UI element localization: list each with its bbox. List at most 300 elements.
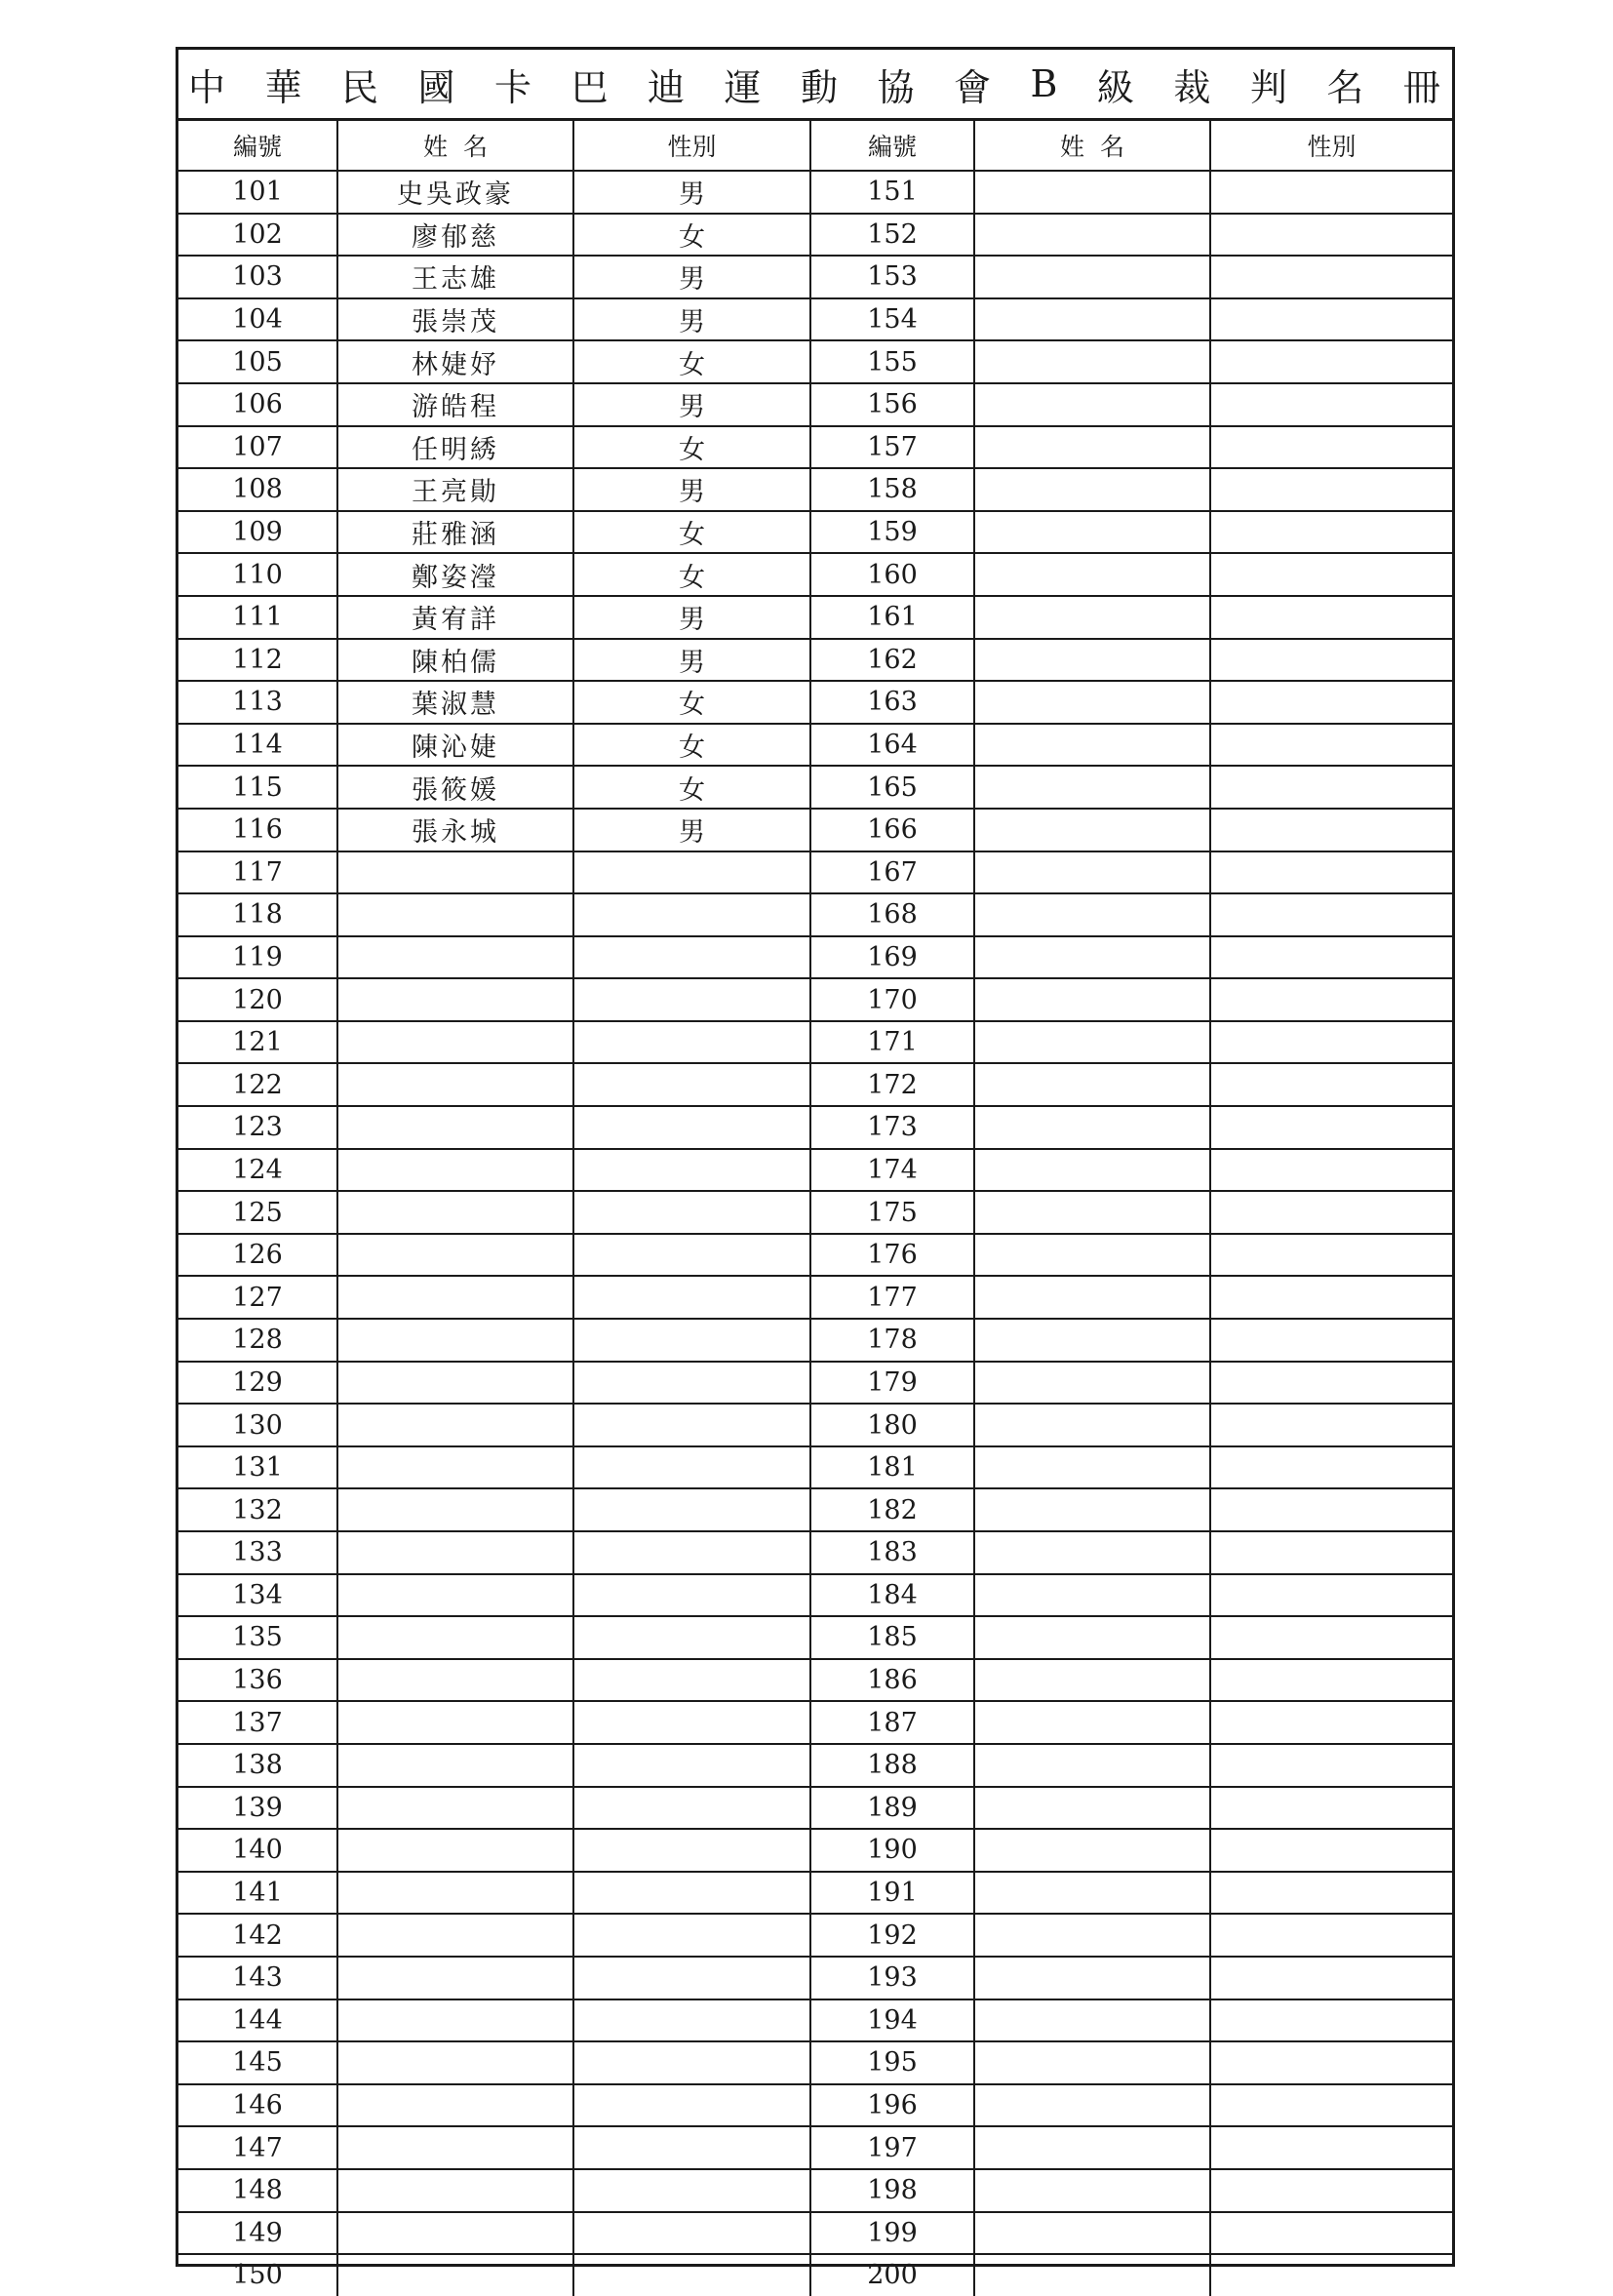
id-cell: 165 bbox=[810, 766, 974, 809]
title-char: 國 bbox=[417, 65, 455, 109]
name-cell bbox=[974, 553, 1210, 596]
name-cell bbox=[974, 2254, 1210, 2296]
id-cell: 189 bbox=[810, 1787, 974, 1830]
table-row bbox=[178, 171, 1452, 214]
id-cell: 154 bbox=[810, 298, 974, 341]
gender-cell bbox=[573, 1616, 810, 1659]
id-cell: 177 bbox=[810, 1276, 974, 1319]
table-row bbox=[178, 681, 1452, 724]
name-cell bbox=[337, 2212, 573, 2255]
name-cell: 張筱媛 bbox=[337, 766, 573, 809]
gender-cell: 男 bbox=[573, 298, 810, 341]
name-cell bbox=[974, 1191, 1210, 1234]
gender-cell bbox=[1210, 809, 1452, 851]
name-cell bbox=[974, 809, 1210, 851]
table-row bbox=[178, 2254, 1452, 2296]
title-char: 民 bbox=[341, 65, 379, 109]
name-cell bbox=[337, 2169, 573, 2212]
id-cell: 142 bbox=[178, 1914, 337, 1957]
id-cell: 181 bbox=[810, 1446, 974, 1489]
table-row bbox=[178, 256, 1452, 298]
table-row bbox=[178, 426, 1452, 469]
table-row bbox=[178, 214, 1452, 257]
name-cell bbox=[974, 1999, 1210, 2042]
name-cell bbox=[337, 1276, 573, 1319]
name-cell: 史吳政豪 bbox=[337, 171, 573, 214]
id-cell: 108 bbox=[178, 468, 337, 511]
name-cell bbox=[974, 639, 1210, 682]
name-cell bbox=[337, 1787, 573, 1830]
name-cell bbox=[337, 978, 573, 1021]
gender-cell bbox=[1210, 851, 1452, 894]
gender-cell bbox=[573, 893, 810, 936]
gender-cell bbox=[1210, 256, 1452, 298]
gender-cell bbox=[1210, 2126, 1452, 2169]
id-cell: 200 bbox=[810, 2254, 974, 2296]
table-row bbox=[178, 1234, 1452, 1277]
name-cell bbox=[974, 1829, 1210, 1872]
id-cell: 176 bbox=[810, 1234, 974, 1277]
gender-cell bbox=[1210, 383, 1452, 426]
table-row bbox=[178, 1616, 1452, 1659]
name-cell bbox=[337, 1362, 573, 1405]
id-cell: 187 bbox=[810, 1701, 974, 1744]
gender-cell bbox=[1210, 1362, 1452, 1405]
table-row bbox=[178, 1106, 1452, 1149]
gender-cell bbox=[1210, 1191, 1452, 1234]
id-cell: 128 bbox=[178, 1319, 337, 1362]
id-cell: 115 bbox=[178, 766, 337, 809]
name-cell bbox=[974, 1276, 1210, 1319]
id-cell: 167 bbox=[810, 851, 974, 894]
gender-cell bbox=[1210, 1744, 1452, 1787]
table-row bbox=[178, 2041, 1452, 2084]
gender-cell bbox=[1210, 978, 1452, 1021]
table-row bbox=[178, 936, 1452, 979]
id-cell: 119 bbox=[178, 936, 337, 979]
id-cell: 168 bbox=[810, 893, 974, 936]
name-cell bbox=[337, 1872, 573, 1915]
header-gender-left: 性別 bbox=[573, 121, 810, 171]
id-cell: 182 bbox=[810, 1488, 974, 1531]
name-cell: 張永城 bbox=[337, 809, 573, 851]
id-cell: 155 bbox=[810, 340, 974, 383]
name-cell bbox=[974, 681, 1210, 724]
name-cell bbox=[974, 1701, 1210, 1744]
gender-cell bbox=[573, 1404, 810, 1446]
id-cell: 141 bbox=[178, 1872, 337, 1915]
id-cell: 152 bbox=[810, 214, 974, 257]
header-id-right: 編號 bbox=[810, 121, 974, 171]
id-cell: 121 bbox=[178, 1021, 337, 1064]
table-row bbox=[178, 468, 1452, 511]
title-char: B bbox=[1030, 62, 1058, 105]
name-cell bbox=[974, 2041, 1210, 2084]
name-cell bbox=[974, 2212, 1210, 2255]
id-cell: 160 bbox=[810, 553, 974, 596]
name-cell bbox=[337, 1531, 573, 1574]
name-cell bbox=[337, 1106, 573, 1149]
gender-cell bbox=[573, 1276, 810, 1319]
id-cell: 175 bbox=[810, 1191, 974, 1234]
gender-cell: 女 bbox=[573, 340, 810, 383]
name-cell bbox=[337, 1488, 573, 1531]
title-char: 動 bbox=[801, 65, 839, 109]
name-cell bbox=[974, 2169, 1210, 2212]
name-cell bbox=[337, 2041, 573, 2084]
name-cell bbox=[337, 1021, 573, 1064]
name-cell bbox=[974, 1234, 1210, 1277]
id-cell: 150 bbox=[178, 2254, 337, 2296]
gender-cell bbox=[1210, 553, 1452, 596]
id-cell: 103 bbox=[178, 256, 337, 298]
gender-cell bbox=[1210, 1276, 1452, 1319]
name-cell bbox=[337, 1574, 573, 1617]
gender-cell bbox=[573, 2084, 810, 2127]
id-cell: 112 bbox=[178, 639, 337, 682]
name-cell bbox=[337, 1914, 573, 1957]
id-cell: 146 bbox=[178, 2084, 337, 2127]
table-row bbox=[178, 1659, 1452, 1702]
name-cell bbox=[337, 1404, 573, 1446]
name-cell: 林婕妤 bbox=[337, 340, 573, 383]
id-cell: 140 bbox=[178, 1829, 337, 1872]
id-cell: 105 bbox=[178, 340, 337, 383]
name-cell bbox=[337, 1234, 573, 1277]
gender-cell bbox=[573, 1106, 810, 1149]
name-cell: 黃宥詳 bbox=[337, 596, 573, 639]
table-row bbox=[178, 340, 1452, 383]
id-cell: 138 bbox=[178, 1744, 337, 1787]
id-cell: 101 bbox=[178, 171, 337, 214]
gender-cell bbox=[1210, 639, 1452, 682]
name-cell bbox=[974, 1957, 1210, 1999]
gender-cell bbox=[573, 978, 810, 1021]
id-cell: 174 bbox=[810, 1149, 974, 1192]
gender-cell bbox=[1210, 2084, 1452, 2127]
id-cell: 109 bbox=[178, 511, 337, 554]
table-row bbox=[178, 809, 1452, 851]
name-cell: 陳柏儒 bbox=[337, 639, 573, 682]
name-cell bbox=[974, 256, 1210, 298]
gender-cell bbox=[1210, 340, 1452, 383]
name-cell bbox=[974, 1446, 1210, 1489]
gender-cell bbox=[1210, 468, 1452, 511]
table-row bbox=[178, 2169, 1452, 2212]
table-row bbox=[178, 724, 1452, 767]
id-cell: 117 bbox=[178, 851, 337, 894]
id-cell: 191 bbox=[810, 1872, 974, 1915]
table-row bbox=[178, 766, 1452, 809]
id-cell: 135 bbox=[178, 1616, 337, 1659]
id-cell: 107 bbox=[178, 426, 337, 469]
id-cell: 171 bbox=[810, 1021, 974, 1064]
table-row bbox=[178, 553, 1452, 596]
name-cell bbox=[974, 2126, 1210, 2169]
name-cell bbox=[974, 724, 1210, 767]
id-cell: 123 bbox=[178, 1106, 337, 1149]
name-cell bbox=[337, 2126, 573, 2169]
title-char: 迪 bbox=[648, 65, 686, 109]
gender-cell bbox=[573, 2212, 810, 2255]
id-cell: 137 bbox=[178, 1701, 337, 1744]
table-row bbox=[178, 1701, 1452, 1744]
name-cell bbox=[974, 2084, 1210, 2127]
gender-cell bbox=[573, 2254, 810, 2296]
gender-cell bbox=[1210, 1063, 1452, 1106]
gender-cell: 男 bbox=[573, 596, 810, 639]
gender-cell bbox=[1210, 1914, 1452, 1957]
gender-cell bbox=[1210, 1829, 1452, 1872]
name-cell bbox=[974, 1872, 1210, 1915]
id-cell: 125 bbox=[178, 1191, 337, 1234]
id-cell: 113 bbox=[178, 681, 337, 724]
table-row bbox=[178, 1999, 1452, 2042]
gender-cell bbox=[1210, 1234, 1452, 1277]
gender-cell bbox=[573, 1319, 810, 1362]
referee-roster-sheet bbox=[176, 47, 1455, 2291]
table-row bbox=[178, 1829, 1452, 1872]
name-cell bbox=[974, 1149, 1210, 1192]
gender-cell bbox=[573, 1446, 810, 1489]
name-cell: 莊雅涵 bbox=[337, 511, 573, 554]
id-cell: 153 bbox=[810, 256, 974, 298]
table-row bbox=[178, 2126, 1452, 2169]
name-cell bbox=[974, 171, 1210, 214]
gender-cell bbox=[573, 1149, 810, 1192]
name-cell: 王志雄 bbox=[337, 256, 573, 298]
gender-cell bbox=[573, 1362, 810, 1405]
id-cell: 114 bbox=[178, 724, 337, 767]
table-row bbox=[178, 1446, 1452, 1489]
name-cell bbox=[974, 1616, 1210, 1659]
id-cell: 132 bbox=[178, 1488, 337, 1531]
name-cell bbox=[337, 1659, 573, 1702]
gender-cell bbox=[1210, 1574, 1452, 1617]
name-cell bbox=[974, 1404, 1210, 1446]
gender-cell bbox=[573, 1021, 810, 1064]
id-cell: 186 bbox=[810, 1659, 974, 1702]
name-cell: 陳沁婕 bbox=[337, 724, 573, 767]
name-cell: 任明綉 bbox=[337, 426, 573, 469]
name-cell bbox=[337, 1616, 573, 1659]
id-cell: 133 bbox=[178, 1531, 337, 1574]
table-row bbox=[178, 596, 1452, 639]
id-cell: 172 bbox=[810, 1063, 974, 1106]
id-cell: 149 bbox=[178, 2212, 337, 2255]
gender-cell bbox=[573, 851, 810, 894]
gender-cell bbox=[573, 1531, 810, 1574]
id-cell: 178 bbox=[810, 1319, 974, 1362]
id-cell: 170 bbox=[810, 978, 974, 1021]
id-cell: 147 bbox=[178, 2126, 337, 2169]
gender-cell bbox=[573, 1999, 810, 2042]
table-row bbox=[178, 511, 1452, 554]
title-char: 華 bbox=[264, 65, 302, 109]
gender-cell bbox=[573, 1829, 810, 1872]
gender-cell: 男 bbox=[573, 639, 810, 682]
id-cell: 130 bbox=[178, 1404, 337, 1446]
id-cell: 145 bbox=[178, 2041, 337, 2084]
id-cell: 194 bbox=[810, 1999, 974, 2042]
id-cell: 161 bbox=[810, 596, 974, 639]
name-cell bbox=[974, 1659, 1210, 1702]
gender-cell bbox=[573, 1701, 810, 1744]
gender-cell bbox=[573, 1488, 810, 1531]
gender-cell: 男 bbox=[573, 256, 810, 298]
name-cell bbox=[974, 340, 1210, 383]
gender-cell: 男 bbox=[573, 809, 810, 851]
id-cell: 169 bbox=[810, 936, 974, 979]
gender-cell: 男 bbox=[573, 383, 810, 426]
id-cell: 134 bbox=[178, 1574, 337, 1617]
gender-cell: 男 bbox=[573, 468, 810, 511]
name-cell bbox=[974, 511, 1210, 554]
gender-cell bbox=[1210, 893, 1452, 936]
name-cell: 廖郁慈 bbox=[337, 214, 573, 257]
name-cell bbox=[974, 766, 1210, 809]
id-cell: 129 bbox=[178, 1362, 337, 1405]
table-row bbox=[178, 639, 1452, 682]
id-cell: 199 bbox=[810, 2212, 974, 2255]
title-char: 協 bbox=[877, 65, 915, 109]
gender-cell bbox=[573, 2126, 810, 2169]
gender-cell bbox=[1210, 1701, 1452, 1744]
name-cell bbox=[337, 2084, 573, 2127]
id-cell: 151 bbox=[810, 171, 974, 214]
gender-cell bbox=[1210, 1404, 1452, 1446]
id-cell: 158 bbox=[810, 468, 974, 511]
name-cell bbox=[337, 851, 573, 894]
gender-cell bbox=[1210, 1957, 1452, 1999]
table-row bbox=[178, 1744, 1452, 1787]
name-cell bbox=[974, 1021, 1210, 1064]
gender-cell bbox=[573, 2041, 810, 2084]
gender-cell bbox=[1210, 1616, 1452, 1659]
title-char: 卡 bbox=[494, 65, 532, 109]
table-row bbox=[178, 383, 1452, 426]
gender-cell bbox=[573, 1574, 810, 1617]
id-cell: 126 bbox=[178, 1234, 337, 1277]
name-cell bbox=[974, 468, 1210, 511]
gender-cell bbox=[1210, 681, 1452, 724]
table-row bbox=[178, 1276, 1452, 1319]
id-cell: 106 bbox=[178, 383, 337, 426]
table-row bbox=[178, 1488, 1452, 1531]
title-char: 運 bbox=[724, 65, 762, 109]
name-cell bbox=[974, 596, 1210, 639]
id-cell: 196 bbox=[810, 2084, 974, 2127]
gender-cell bbox=[1210, 171, 1452, 214]
gender-cell bbox=[1210, 1999, 1452, 2042]
name-cell bbox=[974, 1319, 1210, 1362]
table-row bbox=[178, 1149, 1452, 1192]
gender-cell bbox=[1210, 2212, 1452, 2255]
table-row bbox=[178, 2084, 1452, 2127]
title-char: 中 bbox=[188, 65, 226, 109]
id-cell: 159 bbox=[810, 511, 974, 554]
table-row bbox=[178, 1021, 1452, 1064]
id-cell: 184 bbox=[810, 1574, 974, 1617]
title-char: 會 bbox=[954, 65, 992, 109]
table-row bbox=[178, 851, 1452, 894]
name-cell bbox=[974, 851, 1210, 894]
gender-cell bbox=[573, 2169, 810, 2212]
name-cell bbox=[974, 1362, 1210, 1405]
gender-cell bbox=[1210, 426, 1452, 469]
gender-cell bbox=[1210, 936, 1452, 979]
gender-cell bbox=[573, 1914, 810, 1957]
id-cell: 120 bbox=[178, 978, 337, 1021]
gender-cell bbox=[1210, 1488, 1452, 1531]
id-cell: 139 bbox=[178, 1787, 337, 1830]
gender-cell: 女 bbox=[573, 766, 810, 809]
id-cell: 111 bbox=[178, 596, 337, 639]
id-cell: 180 bbox=[810, 1404, 974, 1446]
name-cell bbox=[974, 893, 1210, 936]
table-row bbox=[178, 1787, 1452, 1830]
id-cell: 104 bbox=[178, 298, 337, 341]
gender-cell bbox=[1210, 1149, 1452, 1192]
id-cell: 144 bbox=[178, 1999, 337, 2042]
id-cell: 198 bbox=[810, 2169, 974, 2212]
name-cell bbox=[974, 426, 1210, 469]
id-cell: 118 bbox=[178, 893, 337, 936]
gender-cell bbox=[1210, 1872, 1452, 1915]
gender-cell bbox=[1210, 1659, 1452, 1702]
name-cell bbox=[337, 1149, 573, 1192]
name-cell bbox=[337, 1319, 573, 1362]
name-cell bbox=[337, 1446, 573, 1489]
name-cell bbox=[974, 936, 1210, 979]
id-cell: 124 bbox=[178, 1149, 337, 1192]
id-cell: 190 bbox=[810, 1829, 974, 1872]
gender-cell bbox=[573, 1659, 810, 1702]
document-title bbox=[178, 50, 1452, 121]
gender-cell bbox=[1210, 1787, 1452, 1830]
gender-cell bbox=[1210, 1106, 1452, 1149]
table-row bbox=[178, 1957, 1452, 1999]
id-cell: 122 bbox=[178, 1063, 337, 1106]
table-row bbox=[178, 893, 1452, 936]
name-cell bbox=[974, 1488, 1210, 1531]
gender-cell bbox=[1210, 2169, 1452, 2212]
gender-cell bbox=[1210, 214, 1452, 257]
name-cell bbox=[974, 383, 1210, 426]
title-char: 冊 bbox=[1402, 65, 1440, 109]
table-row bbox=[178, 2212, 1452, 2255]
table-row bbox=[178, 1914, 1452, 1957]
name-cell bbox=[337, 1701, 573, 1744]
name-cell: 王亮勛 bbox=[337, 468, 573, 511]
table-row bbox=[178, 1404, 1452, 1446]
gender-cell bbox=[1210, 1446, 1452, 1489]
gender-cell bbox=[573, 1872, 810, 1915]
table-row bbox=[178, 978, 1452, 1021]
gender-cell bbox=[1210, 2254, 1452, 2296]
header-row bbox=[178, 121, 1452, 171]
gender-cell: 男 bbox=[573, 171, 810, 214]
header-gender-right: 性別 bbox=[1210, 121, 1452, 171]
id-cell: 136 bbox=[178, 1659, 337, 1702]
id-cell: 148 bbox=[178, 2169, 337, 2212]
roster-table bbox=[178, 121, 1452, 2296]
id-cell: 156 bbox=[810, 383, 974, 426]
id-cell: 193 bbox=[810, 1957, 974, 1999]
gender-cell: 女 bbox=[573, 681, 810, 724]
name-cell bbox=[337, 893, 573, 936]
name-cell bbox=[337, 1957, 573, 1999]
